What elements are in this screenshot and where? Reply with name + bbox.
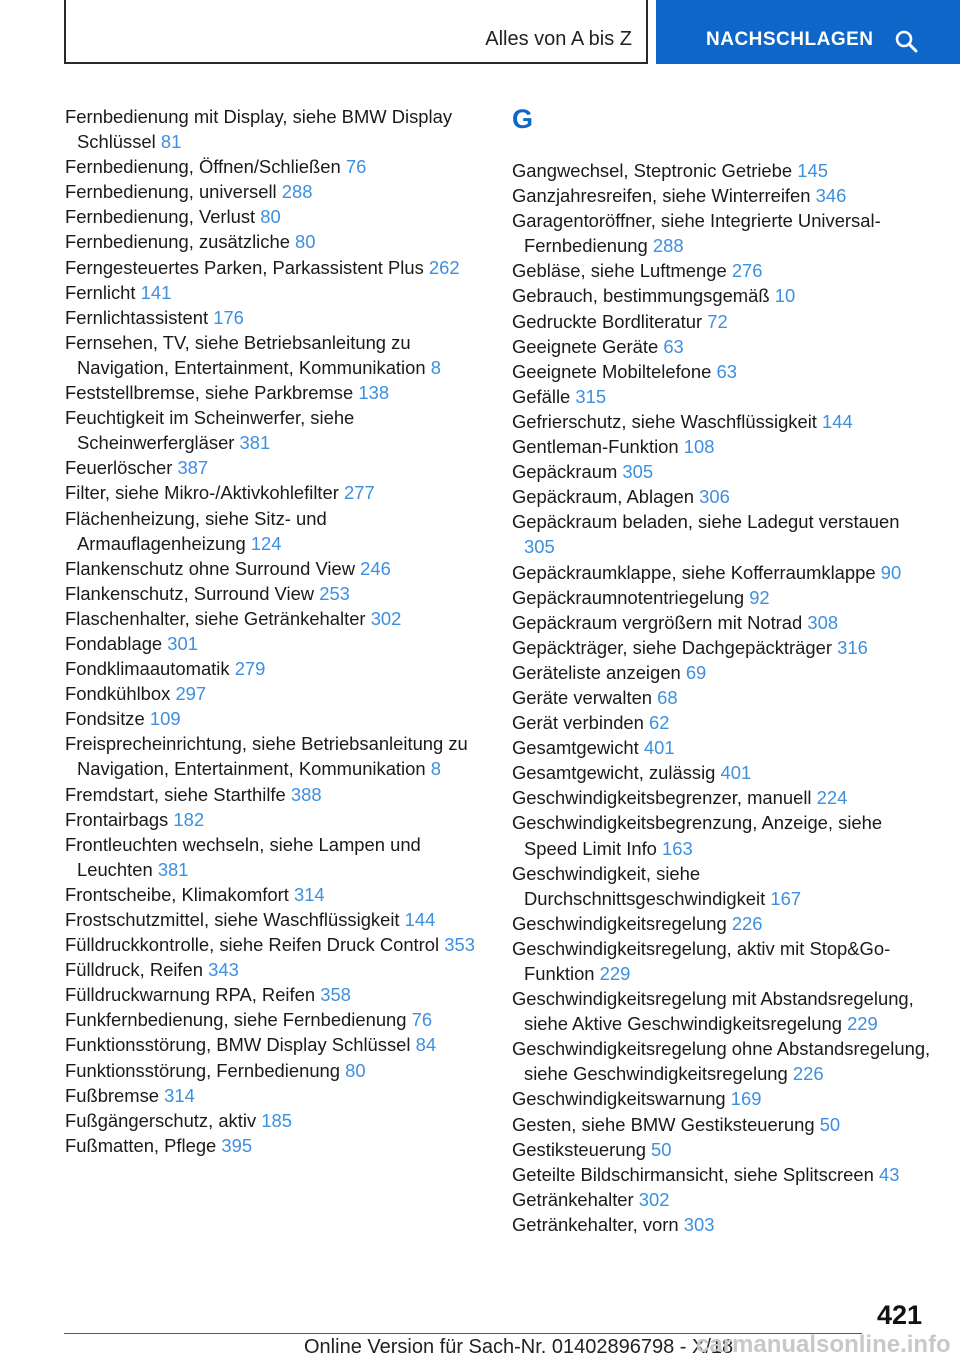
index-term: Gesamtgewicht, zulässig — [512, 762, 716, 784]
index-entry — [512, 710, 932, 735]
index-entry — [65, 179, 485, 204]
index-entry — [65, 380, 485, 405]
index-entry — [512, 560, 932, 585]
index-page-link[interactable]: 302 — [638, 1188, 670, 1210]
index-term: Gepäckraum, Ablagen — [512, 486, 694, 508]
index-term: Fußmatten, Pflege — [65, 1134, 217, 1156]
index-term: Funktionsstörung, Fernbedienung — [65, 1059, 341, 1081]
index-term: Fülldruck, Reifen — [65, 959, 203, 981]
index-page-link[interactable]: 169 — [730, 1088, 762, 1110]
index-term: Geräteliste anzeigen — [512, 661, 681, 683]
index-page-link[interactable]: 144 — [822, 410, 853, 432]
index-page-link[interactable]: 138 — [358, 382, 390, 404]
index-term: Flankenschutz ohne Surround View — [65, 557, 356, 579]
index-page-link[interactable]: 305 — [622, 461, 654, 483]
index-page-link[interactable]: 279 — [234, 658, 266, 680]
index-term: Fondklimaautomatik — [65, 658, 230, 680]
index-term: Geschwindigkeitsregelung — [512, 912, 727, 934]
index-term: Fernbedienung, Verlust — [65, 206, 256, 228]
index-entry — [512, 635, 932, 660]
index-entry — [65, 455, 485, 480]
index-entry — [65, 631, 485, 656]
index-page-link[interactable]: 253 — [319, 582, 350, 604]
index-term: Flächenheizung, siehe Sitz- und Armauflagenheizung — [65, 507, 327, 554]
index-term: Flankenschutz, Surround View — [65, 582, 315, 604]
index-page-link[interactable]: 124 — [250, 532, 282, 554]
index-term: Fernbedienung mit Display, siehe BMW Display Schlüssel — [65, 106, 453, 153]
index-term: Feuchtigkeit im Scheinwerfer, siehe Scheinwerfergläser — [65, 407, 355, 454]
index-page-link[interactable]: 224 — [816, 787, 848, 809]
watermark: carmanualsonline.info — [696, 1331, 951, 1358]
index-term: Fremdstart, siehe Starthilfe — [65, 783, 286, 805]
index-page-link[interactable]: 167 — [770, 887, 802, 909]
index-entry — [65, 882, 485, 907]
index-term: Gesten, siehe BMW Gestiksteuerung — [512, 1113, 815, 1135]
index-page-link[interactable]: 387 — [177, 457, 209, 479]
index-term: Fernsehen, TV, siehe Betriebsanleitung zu Navigation, Entertainment, Kommunikation — [65, 331, 426, 378]
index-entry — [65, 556, 485, 581]
index-term: Fußbremse — [65, 1084, 160, 1106]
index-entry — [65, 506, 485, 556]
index-entry — [512, 283, 932, 308]
index-page-link[interactable]: 388 — [290, 783, 322, 805]
index-entry — [65, 1058, 485, 1083]
index-entry — [512, 459, 932, 484]
index-page-link[interactable]: 277 — [344, 482, 375, 504]
index-term: Gentleman-Funktion — [512, 436, 679, 458]
index-term: Fülldruckwarnung RPA, Reifen — [65, 984, 316, 1006]
index-entry — [65, 681, 485, 706]
index-page-link[interactable]: 69 — [685, 661, 707, 683]
index-page-link[interactable]: 314 — [293, 883, 325, 905]
index-term: Fußgängerschutz, aktiv — [65, 1109, 257, 1131]
index-term: Geschwindigkeitswarnung — [512, 1088, 726, 1110]
index-entry — [65, 907, 485, 932]
index-term: Freisprecheinrichtung, siehe Betriebsanleitung zu Navigation, Entertainment, Kommunikation — [65, 733, 468, 780]
index-entry — [512, 610, 932, 635]
index-page-link[interactable]: 80 — [295, 231, 316, 253]
index-entry — [512, 785, 932, 810]
index-page-link[interactable]: 381 — [239, 432, 271, 454]
index-page-link[interactable]: 90 — [880, 561, 902, 583]
index-page-link[interactable]: 144 — [404, 909, 436, 930]
index-entry — [65, 957, 485, 982]
index-page-link[interactable]: 63 — [716, 360, 737, 382]
index-term: Funkfernbedienung, siehe Fernbedienung — [65, 1009, 407, 1031]
index-page-link[interactable]: 109 — [149, 708, 181, 730]
index-term: Geschwindigkeitsregelung, aktiv mit Stop&Go-Funktion — [512, 937, 891, 984]
index-term: Geschwindigkeitsbegrenzer, manuell — [512, 787, 812, 809]
index-entry — [512, 861, 932, 911]
index-entry — [512, 1036, 932, 1086]
index-entry — [65, 606, 485, 631]
index-entry — [65, 832, 485, 882]
index-page-link[interactable]: 358 — [320, 984, 351, 1006]
chapter-tab[interactable] — [656, 0, 960, 64]
index-term: Frontscheibe, Klimakomfort — [65, 883, 289, 905]
index-page-link[interactable]: 262 — [428, 256, 460, 278]
search-icon[interactable] — [894, 29, 918, 53]
index-page-link[interactable]: 401 — [720, 762, 752, 784]
index-entry — [65, 305, 485, 330]
index-entry — [65, 204, 485, 229]
index-entry — [65, 1032, 485, 1057]
index-page-link[interactable]: 226 — [792, 1063, 824, 1085]
index-entry — [512, 183, 932, 208]
index-column-left — [65, 104, 485, 1158]
index-term: Gepäckraum — [512, 461, 618, 483]
index-page-link[interactable]: 92 — [749, 586, 770, 608]
index-page-link[interactable]: 301 — [167, 632, 198, 654]
index-term: Gepäckraumklappe, siehe Kofferraumklappe — [512, 561, 876, 583]
index-term: Fülldruckkontrolle, siehe Reifen Druck Control — [65, 934, 440, 956]
index-entry — [512, 359, 932, 384]
index-term: Feuerlöscher — [65, 457, 173, 479]
index-page-link[interactable]: 229 — [847, 1013, 878, 1035]
index-entry — [512, 911, 932, 936]
index-page-link[interactable]: 8 — [430, 356, 441, 378]
index-entry — [65, 104, 485, 154]
index-term: Fernbedienung, universell — [65, 181, 277, 203]
index-term: Geschwindigkeitsbegrenzung, Anzeige, siehe Speed Limit Info — [512, 812, 883, 859]
index-entry — [65, 280, 485, 305]
index-term: Geeignete Geräte — [512, 335, 659, 357]
index-page-link[interactable]: 72 — [707, 310, 728, 332]
index-page-link[interactable]: 68 — [657, 686, 678, 708]
index-page-link[interactable]: 176 — [213, 306, 244, 328]
section-title: Alles von A bis Z — [485, 28, 632, 50]
index-term: Getränkehalter — [512, 1188, 634, 1210]
index-term: Ferngesteuertes Parken, Parkassistent Plus — [65, 256, 424, 278]
index-entry — [512, 1086, 932, 1111]
index-page-link[interactable]: 76 — [411, 1009, 433, 1031]
index-page-link[interactable]: 401 — [643, 737, 675, 759]
index-term: Funktionsstörung, BMW Display Schlüssel — [65, 1034, 411, 1056]
index-entry — [65, 656, 485, 681]
index-term: Gerät verbinden — [512, 712, 644, 734]
index-term: Gepäckträger, siehe Dachgepäckträger — [512, 636, 832, 658]
header-section-box — [64, 0, 648, 64]
index-entry — [512, 1187, 932, 1212]
index-page-link[interactable]: 8 — [430, 758, 441, 780]
index-page-link[interactable]: 145 — [797, 160, 828, 181]
index-page-link[interactable]: 316 — [837, 636, 868, 658]
index-term: Geräte verwalten — [512, 686, 653, 708]
index-entry — [512, 208, 932, 258]
index-term: Geschwindigkeit, siehe Durchschnittsgeschwindigkeit — [512, 862, 766, 909]
index-column-right — [512, 158, 932, 1237]
index-entry — [512, 660, 932, 685]
index-term: Fernbedienung, zusätzliche — [65, 231, 290, 253]
index-term: Fondkühlbox — [65, 683, 171, 705]
index-term: Gepäckraum vergrößern mit Notrad — [512, 611, 803, 633]
index-entry — [512, 434, 932, 459]
index-page-link[interactable]: 76 — [345, 156, 367, 178]
index-page-link[interactable]: 346 — [815, 185, 847, 207]
index-term: Fernlicht — [65, 281, 136, 303]
index-entry — [65, 154, 485, 179]
index-entry — [512, 810, 932, 860]
index-term: Geeignete Mobiltelefone — [512, 360, 712, 382]
index-term: Gebläse, siehe Luftmenge — [512, 260, 727, 282]
index-term: Filter, siehe Mikro-/Aktivkohlefilter — [65, 482, 339, 504]
index-entry — [512, 1162, 932, 1187]
chapter-title: NACHSCHLAGEN — [706, 29, 874, 50]
index-page-link[interactable]: 141 — [140, 281, 172, 303]
index-term: Garagentoröffner, siehe Integrierte Universal-Fernbedienung — [512, 210, 881, 257]
index-page-link[interactable]: 288 — [281, 181, 313, 203]
index-entry — [65, 330, 485, 380]
index-entry — [65, 782, 485, 807]
index-entry — [65, 731, 485, 781]
index-page-link[interactable]: 276 — [731, 260, 763, 282]
index-page-link[interactable]: 306 — [699, 486, 730, 508]
index-entry — [512, 936, 932, 986]
index-entry — [512, 760, 932, 785]
index-letter-heading: G — [512, 104, 534, 134]
index-entry — [512, 1212, 932, 1237]
index-entry — [65, 982, 485, 1007]
index-page-link[interactable]: 297 — [175, 683, 207, 705]
index-term: Gepäckraumnotentriegelung — [512, 586, 745, 608]
index-page-link[interactable]: 353 — [444, 934, 475, 956]
index-page-link[interactable]: 80 — [345, 1059, 366, 1081]
index-entry — [65, 807, 485, 832]
index-page-link[interactable]: 81 — [160, 131, 182, 153]
index-page-link[interactable]: 10 — [774, 285, 796, 307]
index-entry — [512, 986, 932, 1036]
footer-version-text: Online Version für Sach-Nr. 01402896798 - X/18 — [304, 1336, 734, 1358]
index-entry — [65, 405, 485, 455]
index-entry — [65, 1083, 485, 1108]
index-entry — [65, 706, 485, 731]
index-entry — [512, 509, 932, 559]
index-page-link[interactable]: 246 — [360, 557, 391, 579]
index-entry — [512, 1137, 932, 1162]
index-term: Getränkehalter, vorn — [512, 1213, 679, 1235]
index-page-link[interactable]: 314 — [164, 1084, 195, 1106]
index-term: Flaschenhalter, siehe Getränkehalter — [65, 607, 366, 629]
index-entry — [512, 1112, 932, 1137]
index-page-link[interactable]: 43 — [878, 1163, 900, 1185]
index-term: Gepäckraum beladen, siehe Ladegut verstauen — [512, 511, 900, 533]
index-page-link[interactable]: 163 — [662, 837, 693, 859]
index-term: Gangwechsel, Steptronic Getriebe — [512, 160, 793, 181]
index-page-link[interactable]: 50 — [819, 1113, 841, 1135]
index-entry — [512, 334, 932, 359]
index-entry — [512, 158, 932, 183]
index-entry — [512, 735, 932, 760]
index-term: Fondablage — [65, 632, 163, 654]
index-entry — [512, 484, 932, 509]
index-entry — [512, 258, 932, 283]
index-page-link[interactable]: 305 — [524, 536, 555, 558]
index-page-link[interactable]: 315 — [575, 385, 607, 407]
index-entry — [512, 309, 932, 334]
index-page-link[interactable]: 302 — [370, 607, 402, 629]
index-term: Ganzjahresreifen, siehe Winterreifen — [512, 185, 811, 207]
index-term: Fernlichtassistent — [65, 306, 209, 328]
index-page-link[interactable]: 84 — [415, 1034, 437, 1056]
page-number: 421 — [876, 1300, 922, 1330]
index-page-link[interactable]: 182 — [173, 808, 205, 830]
index-term: Geteilte Bildschirmansicht, siehe Splitscreen — [512, 1163, 874, 1185]
index-entry — [65, 480, 485, 505]
index-page-link[interactable]: 80 — [260, 206, 281, 228]
index-page-link[interactable]: 229 — [599, 963, 631, 984]
index-entry — [512, 585, 932, 610]
index-term: Geschwindigkeitsregelung mit Abstandsregelung, siehe Aktive Geschwindigkeitsregelung — [512, 988, 914, 1035]
index-term: Feststellbremse, siehe Parkbremse — [65, 382, 354, 404]
index-page-link[interactable]: 381 — [157, 858, 189, 880]
index-page-link[interactable]: 303 — [683, 1213, 715, 1235]
index-entry — [512, 384, 932, 409]
index-term: Frontairbags — [65, 808, 169, 830]
index-term: Gesamtgewicht — [512, 737, 639, 759]
index-entry — [65, 229, 485, 254]
index-term: Fernbedienung, Öffnen/Schließen — [65, 156, 341, 178]
index-term: Geschwindigkeitsregelung ohne Abstandsregelung, siehe Geschwindigkeitsregelung — [512, 1038, 931, 1085]
index-page-link[interactable]: 288 — [652, 235, 684, 257]
index-page-link[interactable]: 108 — [683, 436, 715, 458]
index-term: Gefrierschutz, siehe Waschflüssigkeit — [512, 410, 817, 432]
index-page-link[interactable]: 395 — [221, 1134, 253, 1156]
index-page-link[interactable]: 308 — [807, 611, 839, 633]
index-page-link[interactable]: 50 — [651, 1138, 672, 1160]
index-term: Gestiksteuerung — [512, 1138, 646, 1160]
index-term: Gefälle — [512, 385, 571, 407]
index-entry — [65, 1007, 485, 1032]
index-term: Gebrauch, bestimmungsgemäß — [512, 285, 770, 307]
index-entry — [512, 685, 932, 710]
index-entry — [512, 409, 932, 434]
index-page-link[interactable]: 226 — [731, 912, 763, 934]
index-entry — [65, 255, 485, 280]
index-entry — [65, 1133, 485, 1158]
index-entry — [65, 1108, 485, 1133]
index-page-link[interactable]: 63 — [663, 335, 684, 357]
index-page-link[interactable]: 62 — [649, 712, 670, 734]
index-term: Gedruckte Bordliteratur — [512, 310, 703, 332]
index-page-link[interactable]: 185 — [261, 1109, 292, 1131]
index-term: Frontleuchten wechseln, siehe Lampen und Leuchten — [65, 833, 421, 880]
index-page-link[interactable]: 343 — [208, 959, 239, 981]
index-entry — [65, 932, 485, 957]
index-term: Frostschutzmittel, siehe Waschflüssigkeit — [65, 909, 400, 930]
index-entry — [65, 581, 485, 606]
index-term: Fondsitze — [65, 708, 145, 730]
